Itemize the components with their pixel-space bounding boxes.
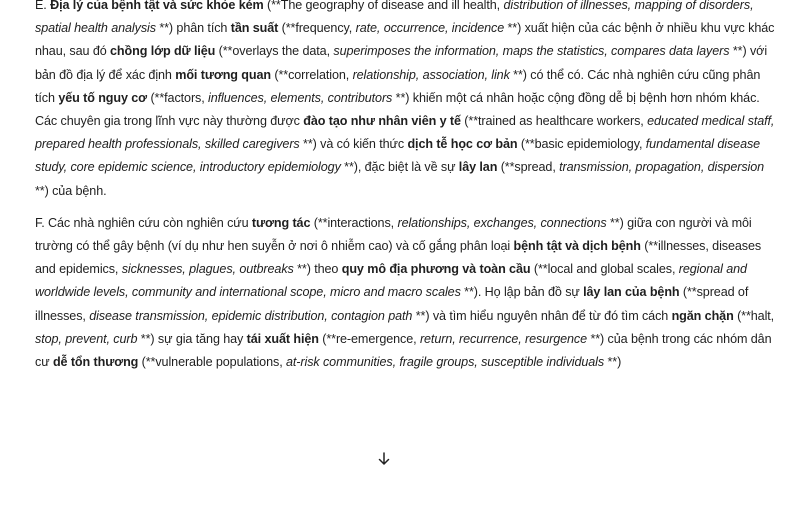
italic-synonyms: relationships, exchanges, connections [397, 215, 607, 230]
italic-synonyms: rate, occurrence, incidence [355, 21, 505, 36]
arrow-down-icon [377, 452, 391, 466]
text-run: (**interactions, [310, 215, 398, 230]
bold-term: đào tạo như nhân viên y tế [303, 114, 461, 129]
italic-synonyms: relationship, association, link [352, 67, 510, 82]
text-run: (**illnesses, diseases and epidemics, [35, 239, 762, 277]
text-run: **) của bệnh trong các nhóm dân cư [35, 331, 772, 370]
text-run: (**spread, [497, 160, 560, 175]
bold-term: lây lan của bệnh [583, 285, 680, 300]
text-run: **) của bệnh. [35, 183, 107, 198]
bold-term: lây lan [458, 160, 498, 175]
paragraph-e [35, 0, 776, 203]
text-run: (**basic epidemiology, [517, 137, 646, 152]
italic-synonyms: regional and worldwide levels, community and international scope, micro and macro scales [35, 262, 747, 300]
text-run: (**local and global scales, [530, 262, 679, 277]
italic-synonyms: sicknesses, plagues, outbreaks [121, 262, 294, 277]
text-run: **). Họ lập bản đồ sự [460, 285, 584, 300]
italic-synonyms: stop, prevent, curb [35, 331, 138, 346]
text-run: **) giữa con người và môi trường có thể gây bệnh (ví dụ như hen suyễn ở nơi ô nhiễm cao) và cố gắng phân loại [35, 215, 752, 254]
italic-synonyms: at-risk communities, fragile groups, susceptible individuals [286, 355, 605, 370]
text-run: (**halt, [733, 308, 775, 323]
text-run: **) có thể có. Các nhà nghiên cứu cũng phân tích [35, 67, 761, 105]
text-run: (**re-emergence, [318, 331, 420, 346]
text-run: **) [604, 355, 622, 370]
scroll-down-button[interactable] [373, 448, 395, 470]
bold-term: ngăn chặn [671, 308, 734, 323]
text-run: **) theo [293, 262, 342, 277]
bold-term: bệnh tật và dịch bệnh [513, 239, 641, 254]
text-run: **) với bản đồ địa lý để xác định [35, 44, 768, 82]
bold-term: tần suất [230, 21, 279, 36]
text-run: (**correlation, [270, 67, 353, 82]
text-run: **) khiến một cá nhân hoặc cộng đồng dễ bị bệnh hơn nhóm khác. Các chuyên gia trong lĩnh vực này thường được [35, 90, 760, 129]
text-run: (**vulnerable populations, [138, 355, 286, 370]
italic-synonyms: fundamental disease study, core epidemic science, introductory epidemiology [35, 137, 761, 175]
text-run: (**trained as healthcare workers, [460, 114, 648, 129]
italic-synonyms: superimposes the information, maps the statistics, compares data layers [333, 44, 730, 59]
bold-term: mối tương quan [175, 67, 271, 82]
text-run: (**overlays the data, [215, 44, 334, 59]
bold-term: chồng lớp dữ liệu [110, 44, 216, 59]
text-run: **) phân tích [155, 21, 231, 36]
text-run: **) xuất hiện của các bệnh ở nhiều khu vực khác nhau, sau đó [35, 21, 775, 59]
bold-term: dịch tễ học cơ bản [407, 137, 518, 152]
bold-term: tái xuất hiện [246, 331, 319, 346]
italic-synonyms: educated medical staff, prepared health professionals, skilled caregivers [35, 114, 775, 152]
italic-synonyms: transmission, propagation, dispersion [559, 160, 765, 175]
bold-term: Địa lý của bệnh tật và sức khỏe kém [50, 0, 264, 12]
bold-term: yếu tố nguy cơ [58, 90, 148, 105]
italic-synonyms: disease transmission, epidemic distribution, contagion path [89, 308, 413, 323]
italic-synonyms: return, recurrence, resurgence [419, 331, 588, 346]
text-run: **) và có kiến thức [299, 137, 408, 152]
italic-synonyms: distribution of illnesses, mapping of disorders, spatial health analysis [35, 0, 754, 36]
text-run: **) và tìm hiểu nguyên nhân để từ đó tìm cách [412, 308, 672, 323]
text-run: (**spread of illnesses, [35, 285, 749, 323]
paragraph-f [35, 212, 776, 374]
text-run: E. [35, 0, 51, 12]
bold-term: quy mô địa phương và toàn cầu [341, 262, 531, 277]
text-run: (**The geography of disease and ill health, [263, 0, 504, 12]
text-run: **), đặc biệt là về sự [340, 160, 459, 175]
bold-term: tương tác [251, 215, 311, 230]
text-run: (**frequency, [278, 21, 356, 36]
text-run: **) sự gia tăng hay [137, 331, 247, 346]
italic-synonyms: influences, elements, contributors [208, 90, 393, 105]
text-run: (**factors, [147, 90, 209, 105]
bold-term: dễ tổn thương [52, 355, 139, 370]
text-run: F. Các nhà nghiên cứu còn nghiên cứu [35, 215, 252, 230]
